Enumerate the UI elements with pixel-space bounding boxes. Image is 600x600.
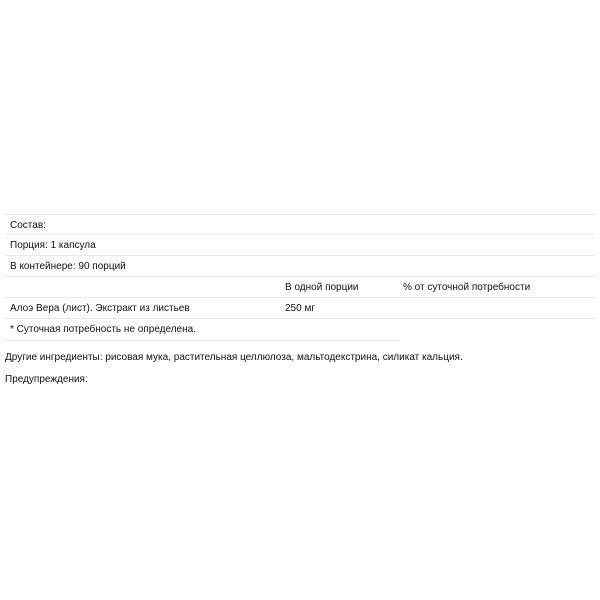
composition-label: Состав:	[10, 220, 46, 231]
serving-row	[5, 235, 595, 256]
other-ingredients-text: Другие ингредиенты: рисовая мука, растительная целлюлоза, мальтодекстрина, силикат кальция.	[5, 352, 463, 363]
ingredient-row	[5, 298, 595, 319]
ingredient-name: Алоэ Вера (лист). Экстракт из листьев	[10, 303, 190, 314]
footnote-text: * Суточная потребность не определена.	[10, 324, 196, 335]
per-serving-header: В одной порции	[285, 282, 359, 293]
footnote-divider	[5, 340, 400, 341]
composition-row	[5, 214, 595, 235]
container-row	[5, 256, 595, 277]
column-header-row	[5, 277, 595, 298]
supplement-facts-table	[5, 214, 595, 340]
servings-per-container-label: В контейнере: 90 порций	[10, 261, 126, 272]
daily-value-header: % от суточной потребности	[403, 282, 531, 293]
footnote-row	[5, 319, 595, 340]
warnings-label: Предупреждения:	[5, 374, 88, 385]
ingredient-amount: 250 мг	[285, 303, 315, 314]
serving-size-label: Порция: 1 капсула	[10, 240, 96, 251]
